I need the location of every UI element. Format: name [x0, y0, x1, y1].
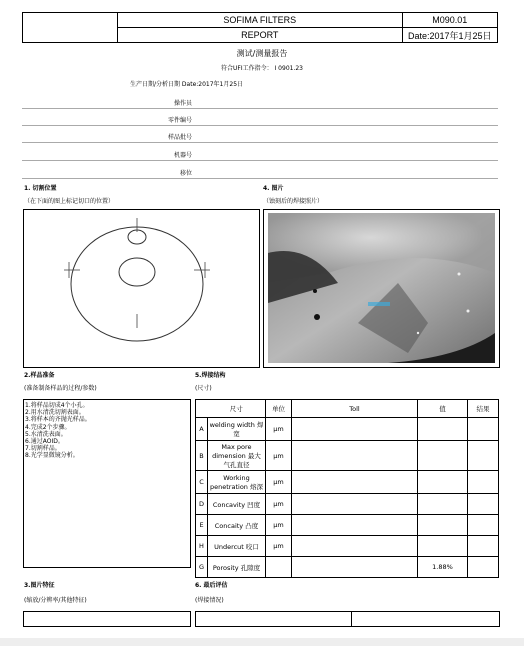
page-title: 测试/测量报告: [236, 49, 288, 58]
header-value: 值: [418, 400, 468, 418]
table-row: [196, 441, 499, 471]
row-toll: [292, 557, 418, 578]
cut-position-title: 1. 切割位置: [24, 185, 57, 192]
final-eval-box-left: [195, 611, 352, 627]
final-eval-note: (焊接情况): [195, 597, 224, 604]
prep-step: 4.完成2个步骤。: [25, 423, 71, 431]
report-date: Date:2017年1月25日: [402, 28, 497, 43]
cut-diagram: [24, 210, 259, 367]
field-sample-batch-label: 样品批号: [167, 134, 192, 141]
weld-structure-title: 5.焊接结构: [195, 372, 226, 379]
row-value: [418, 418, 468, 441]
row-unit: μm: [266, 536, 292, 557]
row-dimension: Concaity 凸度: [208, 515, 266, 536]
prep-step: 3.将样本的齐抛光样品。: [25, 416, 91, 424]
row-result: [468, 441, 499, 471]
row-result: [468, 418, 499, 441]
row-dimension: Concavity 凹度: [208, 494, 266, 515]
cut-position-box: [23, 209, 260, 368]
row-id: G: [196, 557, 208, 578]
logo-cell: [23, 13, 118, 43]
prep-step: 1.将样品切成4个小孔。: [25, 402, 89, 409]
row-result: [468, 536, 499, 557]
final-eval-title: 6. 最后评估: [195, 582, 228, 589]
header-unit: 单位: [266, 400, 292, 418]
row-dimension: welding width 焊宽: [208, 418, 266, 441]
picture-features-box: [23, 611, 191, 627]
row-value: [418, 515, 468, 536]
row-unit: μm: [266, 494, 292, 515]
prep-step: 7.切割样品。: [25, 445, 61, 453]
field-part-no-label: 零件编号: [167, 117, 192, 124]
table-row: [196, 557, 499, 578]
row-unit: μm: [266, 471, 292, 494]
picture-features-note: (缩放/分辨率/其他特征): [24, 597, 87, 604]
picture-features-title: 3.图片特征: [24, 582, 55, 589]
row-value: [418, 494, 468, 515]
row-toll: [292, 471, 418, 494]
field-station: [22, 164, 498, 179]
table-row: [196, 536, 499, 557]
picture-note: （蚀刻后的焊接照片）: [263, 198, 324, 205]
sample-prep-note: (准备制备样品的过程/参数): [24, 385, 97, 392]
row-value: 1.88%: [418, 557, 468, 578]
field-station-label: 移位: [179, 170, 192, 177]
row-unit: [266, 557, 292, 578]
cut-position-note: （在下面的图上标记切口的位置）: [24, 198, 115, 205]
weld-table: [195, 399, 499, 578]
header-table: [22, 12, 498, 43]
row-toll: [292, 494, 418, 515]
prep-step: 6.通过AOID。: [25, 437, 64, 445]
doc-number: M090.01: [402, 13, 497, 28]
row-result: [468, 515, 499, 536]
row-toll: [292, 536, 418, 557]
prep-step: 2.用水清洗切割表面。: [25, 409, 85, 417]
weld-table-header: [196, 400, 499, 418]
field-operator-label: 操作员: [173, 100, 192, 107]
field-operator: [22, 94, 498, 109]
report-label: REPORT: [118, 28, 402, 43]
instruction-ref: 符合UFI工作指令： I 0901.23: [220, 65, 303, 72]
header-toll: Toll: [292, 400, 418, 418]
weld-structure-note: (尺寸): [195, 385, 212, 392]
prep-steps-list: [25, 402, 91, 460]
field-sample-batch: [22, 128, 498, 143]
table-row: [196, 494, 499, 515]
table-row: [196, 418, 499, 441]
row-id: A: [196, 418, 208, 441]
row-result: [468, 471, 499, 494]
row-unit: μm: [266, 441, 292, 471]
field-part-no: [22, 111, 498, 126]
table-row: [196, 471, 499, 494]
row-dimension: Undercut 咬口: [208, 536, 266, 557]
row-unit: μm: [266, 418, 292, 441]
weld-photo: [268, 213, 495, 363]
row-dimension: Working penetration 熔深: [208, 471, 266, 494]
table-row: [196, 515, 499, 536]
row-id: C: [196, 471, 208, 494]
row-value: [418, 441, 468, 471]
row-id: E: [196, 515, 208, 536]
sample-prep-title: 2.样品准备: [24, 372, 55, 379]
company-name: SOFIMA FILTERS: [118, 13, 402, 28]
field-machine-no: [22, 146, 498, 161]
header-dimension: 尺寸: [208, 400, 266, 418]
row-dimension: Max pore dimension 最大气孔直径: [208, 441, 266, 471]
prep-step: 5.水清洗表面。: [25, 430, 67, 438]
row-unit: μm: [266, 515, 292, 536]
page-footer-bar: [0, 638, 524, 646]
row-value: [418, 536, 468, 557]
row-result: [468, 494, 499, 515]
production-date: 生产日期/分析日期 Date:2017年1月25日: [130, 81, 244, 88]
row-toll: [292, 418, 418, 441]
final-eval-box-right: [351, 611, 500, 627]
picture-box: [263, 209, 500, 368]
picture-title: 4. 图片: [263, 185, 284, 192]
row-toll: [292, 441, 418, 471]
prep-step: 8.光学显微镜分析。: [25, 452, 79, 460]
row-id: B: [196, 441, 208, 471]
row-value: [418, 471, 468, 494]
field-machine-no-label: 机器号: [173, 152, 192, 159]
header-result: 结果: [468, 400, 499, 418]
row-id: D: [196, 494, 208, 515]
row-result: [468, 557, 499, 578]
row-id: H: [196, 536, 208, 557]
row-toll: [292, 515, 418, 536]
row-dimension: Porosity 孔隙度: [208, 557, 266, 578]
